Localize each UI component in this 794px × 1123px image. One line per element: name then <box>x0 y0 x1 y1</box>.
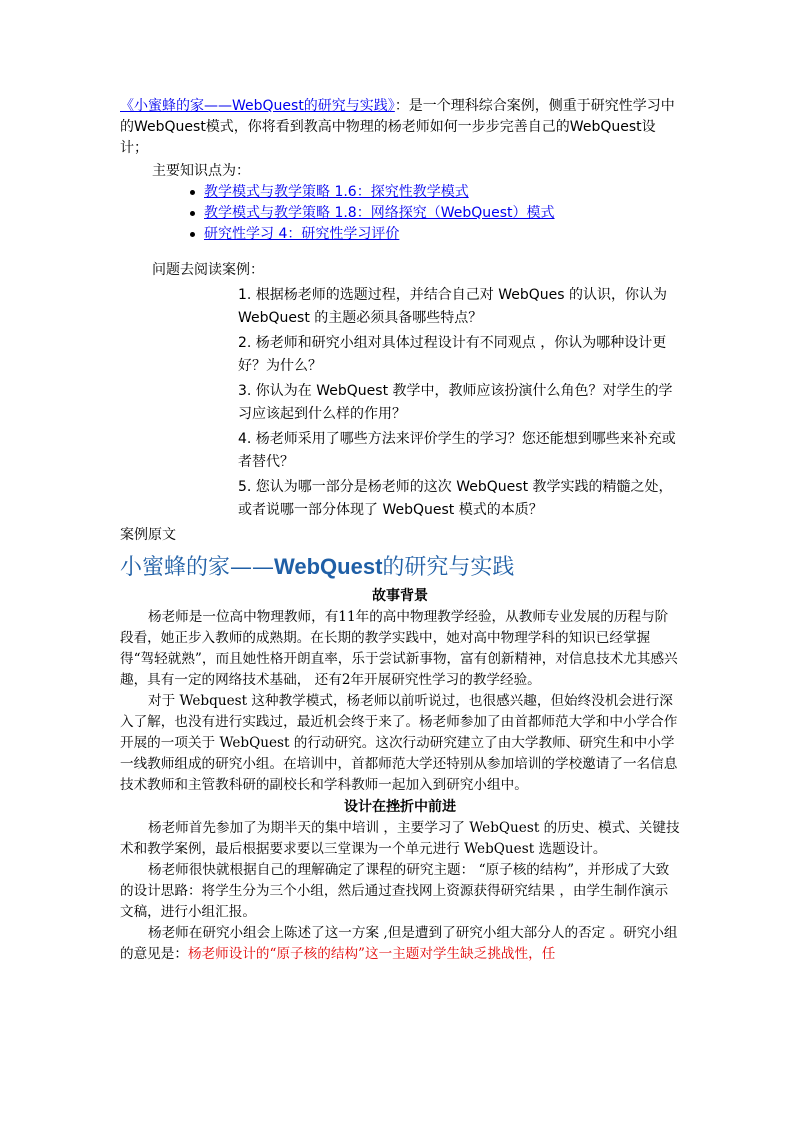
highlighted-text: 杨老师设计的“原子核的结构”这一主题对学生缺乏挑战性，任 <box>187 946 556 962</box>
main-title-part1: 小蜜蜂的家—— <box>120 555 275 580</box>
question-item: 3. 你认为在 WebQuest 教学中，教师应该扮演什么角色？对学生的学习应该起到什么样的作用？ <box>238 383 673 422</box>
main-title-part2: WebQuest <box>274 554 383 579</box>
section-title-design: 设计在挫折中前进 <box>344 799 456 815</box>
knowledge-link-3[interactable]: 研究性学习 4：研究性学习评价 <box>204 226 400 242</box>
questions-list <box>238 284 676 522</box>
knowledge-title: 主要知识点为： <box>152 163 250 179</box>
knowledge-list <box>188 182 680 245</box>
list-item <box>188 182 680 203</box>
question-item: 4. 杨老师采用了哪些方法来评价学生的学习？您还能想到哪些来补充或者替代？ <box>238 431 676 470</box>
knowledge-link-2[interactable]: 教学模式与教学策略 1.8：网络探究（WebQuest）模式 <box>204 205 555 221</box>
question-item: 1. 根据杨老师的选题过程，并结合自己对 WebQues 的认识，你认为 WebQuest 的主题必须具备哪些特点？ <box>238 287 668 326</box>
case-link[interactable]: 《小蜜蜂的家——WebQuest的研究与实践》 <box>120 98 395 114</box>
main-title <box>120 550 680 585</box>
section-title-background: 故事背景 <box>372 588 428 604</box>
list-item <box>188 224 680 245</box>
body-paragraph: 对于 Webquest 这种教学模式，杨老师以前听说过，也很感兴趣，但始终没机会进行深入了解，也没有进行实践过，最近机会终于来了。杨老师参加了由首都师范大学和中小学合作开展的一项关于 WebQuest 的行动研究。这次行动研究建立了由大学教师、研究生和中小学一线教师组成的研究小组。在培训中，首都师范大学还特别从参加培训的学校邀请了一名信息技术教师和主管教科研的副校长和学科教师一起加入到研究小组中。 <box>120 693 678 793</box>
body-paragraph <box>120 923 680 965</box>
knowledge-link-1[interactable]: 教学模式与教学策略 1.6：探究性教学模式 <box>204 184 469 200</box>
question-item: 5. 您认为哪一部分是杨老师的这次 WebQuest 教学实践的精髓之处，或者说哪一部分体现了 WebQuest 模式的本质？ <box>238 479 673 518</box>
document-page <box>120 96 680 965</box>
intro-paragraph <box>120 96 680 159</box>
paragraph-text: 杨老师在研究小组会上陈述了这一方案 ,但是遭到了研究小组大部分人的否定 。研究小组的意见是： <box>120 925 678 962</box>
case-label: 案例原文 <box>120 527 176 543</box>
body-paragraph: 杨老师很快就根据自己的理解确定了课程的研究主题： “原子核的结构”，并形成了大致的设计思路：将学生分为三个小组，然后通过查找网上资源获得研究结果 ，由学生制作演示文稿，进行小组汇报。 <box>120 862 670 920</box>
question-item: 2. 杨老师和研究小组对具体过程设计有不同观点 ，你认为哪种设计更好？为什么？ <box>238 335 667 374</box>
body-paragraph: 杨老师是一位高中物理教师，有11年的高中物理教学经验，从教师专业发展的历程与阶段看，她正步入教师的成熟期。在长期的教学实践中，她对高中物理学科的知识已经掌握得“驾轻就熟”，而且她性格开朗直率，乐于尝试新事物，富有创新精神，对信息技术尤其感兴趣，具有一定的网络技术基础， 还有2年开展研究性学习的教学经验。 <box>120 609 678 688</box>
questions-title: 问题去阅读案例： <box>152 262 264 278</box>
intro-text: ：是一个理科综合案例，侧重于研究性学习中的WebQuest模式，你将看到教高中物理的杨老师如何一步步完善自己的WebQuest设计； <box>120 98 675 156</box>
main-title-part3: 的研究与实践 <box>382 555 515 580</box>
body-paragraph: 杨老师首先参加了为期半天的集中培训 ，主要学习了 WebQuest 的历史、模式、关键技术和教学案例，最后根据要求要以三堂课为一个单元进行 WebQuest 选题设计。 <box>120 820 680 857</box>
list-item <box>188 203 680 224</box>
